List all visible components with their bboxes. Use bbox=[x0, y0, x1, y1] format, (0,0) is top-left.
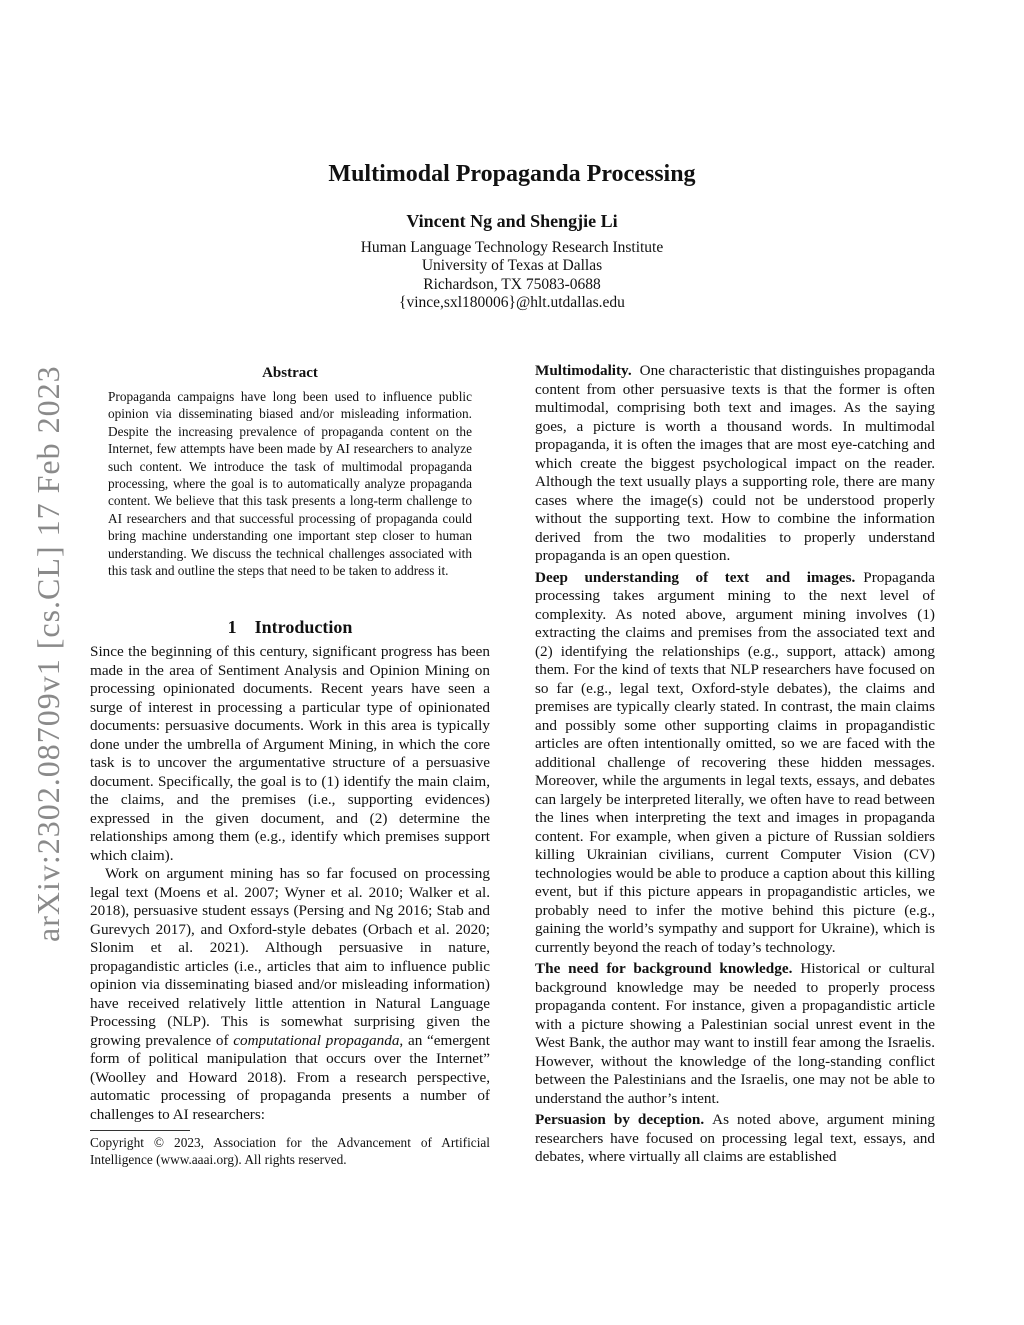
abstract-text: Propaganda campaigns have long been used to influence public opinion via disseminating biased and/or misleading information. Despite the increasing prevalence of propaganda content on the Internet, few attempts have been made by AI researchers to analyze such content. We introduce the task of multimodal propaganda processing, where the goal is to automatically analyze propaganda content. We believe that this task presents a long-term challenge to AI researchers and that successful processing of propaganda could bring machine understanding one important step closer to human understanding. We discuss the technical challenges associated with this task and outline the steps that need to be taken to address it. bbox=[108, 389, 472, 579]
copyright-footnote: Copyright © 2023, Association for the Advancement of Artificial Intelligence (www.aaai.org). All rights reserved. bbox=[90, 1135, 490, 1167]
arxiv-identifier: arXiv:2302.08709v1 [cs.CL] 17 Feb 2023 bbox=[30, 365, 66, 942]
footnote-divider bbox=[90, 1130, 190, 1131]
affiliation bbox=[0, 239, 1024, 312]
intro-paragraph-2-part-b: , an “emergent form of political manipulation that occurs over the Internet” (Woolley and Howard 2018). From a research perspective, automatic processing of propaganda presents a number of challenges to AI researchers: bbox=[90, 1031, 490, 1123]
paragraph-deep-understanding bbox=[535, 569, 935, 958]
paragraph-text: One characteristic that distinguishes propaganda content from other persuasive texts is that the former is often multimodal, comprising both text and images. As the saying goes, a picture is worth a thousand words. In multimodal propaganda, it is often the images that are most eye-catching and which create the biggest psychological impact on the reader. Although the text usually plays a supporting role, there are many cases where the image(s) could not be understood properly without the supporting text. How to combine the information derived from the two modalities to properly understand propaganda is an open question. bbox=[535, 362, 935, 564]
paragraph-text: Propaganda processing takes argument mining to the next level of complexity. As noted above, argument mining involves (1) extracting the claims and premises from the associated text and (2) identifying the relationships (e.g., support, attack) among them. For the kind of texts that NLP researchers have focused on so far (e.g., legal text, Oxford-style debates), the claims and premises are typically clearly stated. In contrast, the main claims and possibly some other supporting claims in propagandistic articles are often intentionally omitted, so we are faced with the additional challenge of recovering these hidden messages. Moreover, while the arguments in legal texts, essays, and debates can largely be interpreted literally, we often have to read between the lines when interpreting the text and images in propaganda content. For example, when given a picture of Russian soldiers killing Ukrainian civilians, current Computer Vision (CV) technologies would be able to produce a caption about this killing event, but if this picture appears in propagandistic articles, we probably need to infer the motive behind this picture (e.g., gaining the world’s sympathy and support for Ukraine), which is currently beyond the reach of today’s technology. bbox=[535, 568, 935, 956]
paragraph-multimodality bbox=[535, 362, 935, 566]
paper-title: Multimodal Propaganda Processing bbox=[328, 161, 696, 187]
paragraph-persuasion-by-deception bbox=[535, 1111, 935, 1167]
authors: Vincent Ng and Shengjie Li bbox=[406, 211, 618, 231]
runin-heading: The need for background knowledge. bbox=[535, 960, 793, 977]
section-heading-introduction bbox=[90, 615, 490, 639]
affiliation-line: University of Texas at Dallas bbox=[421, 257, 603, 275]
right-column bbox=[535, 362, 935, 1170]
left-column bbox=[90, 362, 490, 1168]
paragraph-text: Historical or cultural background knowledge may be needed to properly process propaganda content. For instance, given a propagandistic article with a picture showing a Palestinian social unrest event in the West Bank, the author may want to instill fear among the Israelis. However, without the knowledge of the long-standing conflict between the Palestinians and the Israelis, one may not be able to understand the author’s intent. bbox=[535, 960, 935, 1107]
intro-paragraph-1: Since the beginning of this century, significant progress has been made in the area of Sentiment Analysis and Opinion Mining on processing opinionated documents. Recent years have seen a surge of interest in processing a particular type of opinionated documents: persuasive documents. Work in this area is typically done under the umbrella of Argument Mining, in which the core task is to uncover the argumentative structure of a persuasive document. Specifically, the goal is to (1) identify the main claim, the claims, and the premises (i.e., supporting evidences) expressed in the given document, and (2) determine the relationships among them (e.g., identify which premises support which claim). bbox=[90, 643, 490, 864]
intro-paragraph-2-part-a: Work on argument mining has so far focused on processing legal text (Moens et al. 2007; Wyner et al. 2010; Walker et al. 2018), persuasive student essays (Persing and Ng 2016; Stab and Gurevych 2017), and Oxford-style debates (Orbach et al. 2020; Slonim et al. 2021). Although persuasive in nature, propagandistic articles (i.e., articles that aim to influence public opinion via disseminating biased and/or misleading information) have received relatively little attention in Natural Language Processing (NLP). This is somewhat surprising given the growing prevalence of bbox=[90, 865, 490, 1049]
affiliation-line: Richardson, TX 75083-0688 bbox=[423, 275, 601, 293]
section-title: Introduction bbox=[254, 617, 353, 638]
paragraph-background-knowledge bbox=[535, 960, 935, 1108]
emphasis-computational-propaganda: computational propaganda bbox=[233, 1031, 400, 1049]
author-emails: {vince,sxl180006}@hlt.utdallas.edu bbox=[399, 293, 625, 311]
intro-paragraph-2 bbox=[90, 865, 490, 1124]
runin-heading: Persuasion by deception. bbox=[535, 1111, 705, 1128]
runin-heading: Multimodality. bbox=[535, 362, 632, 379]
section-number: 1 bbox=[227, 617, 237, 638]
affiliation-line: Human Language Technology Research Institute bbox=[360, 239, 664, 256]
runin-heading: Deep understanding of text and images. bbox=[535, 568, 856, 586]
abstract-heading: Abstract bbox=[262, 365, 318, 381]
paragraph-text: As noted above, argument mining researchers have focused on processing legal text, essays, and debates, where virtually all claims are established bbox=[535, 1111, 935, 1165]
title-block bbox=[0, 158, 1024, 312]
